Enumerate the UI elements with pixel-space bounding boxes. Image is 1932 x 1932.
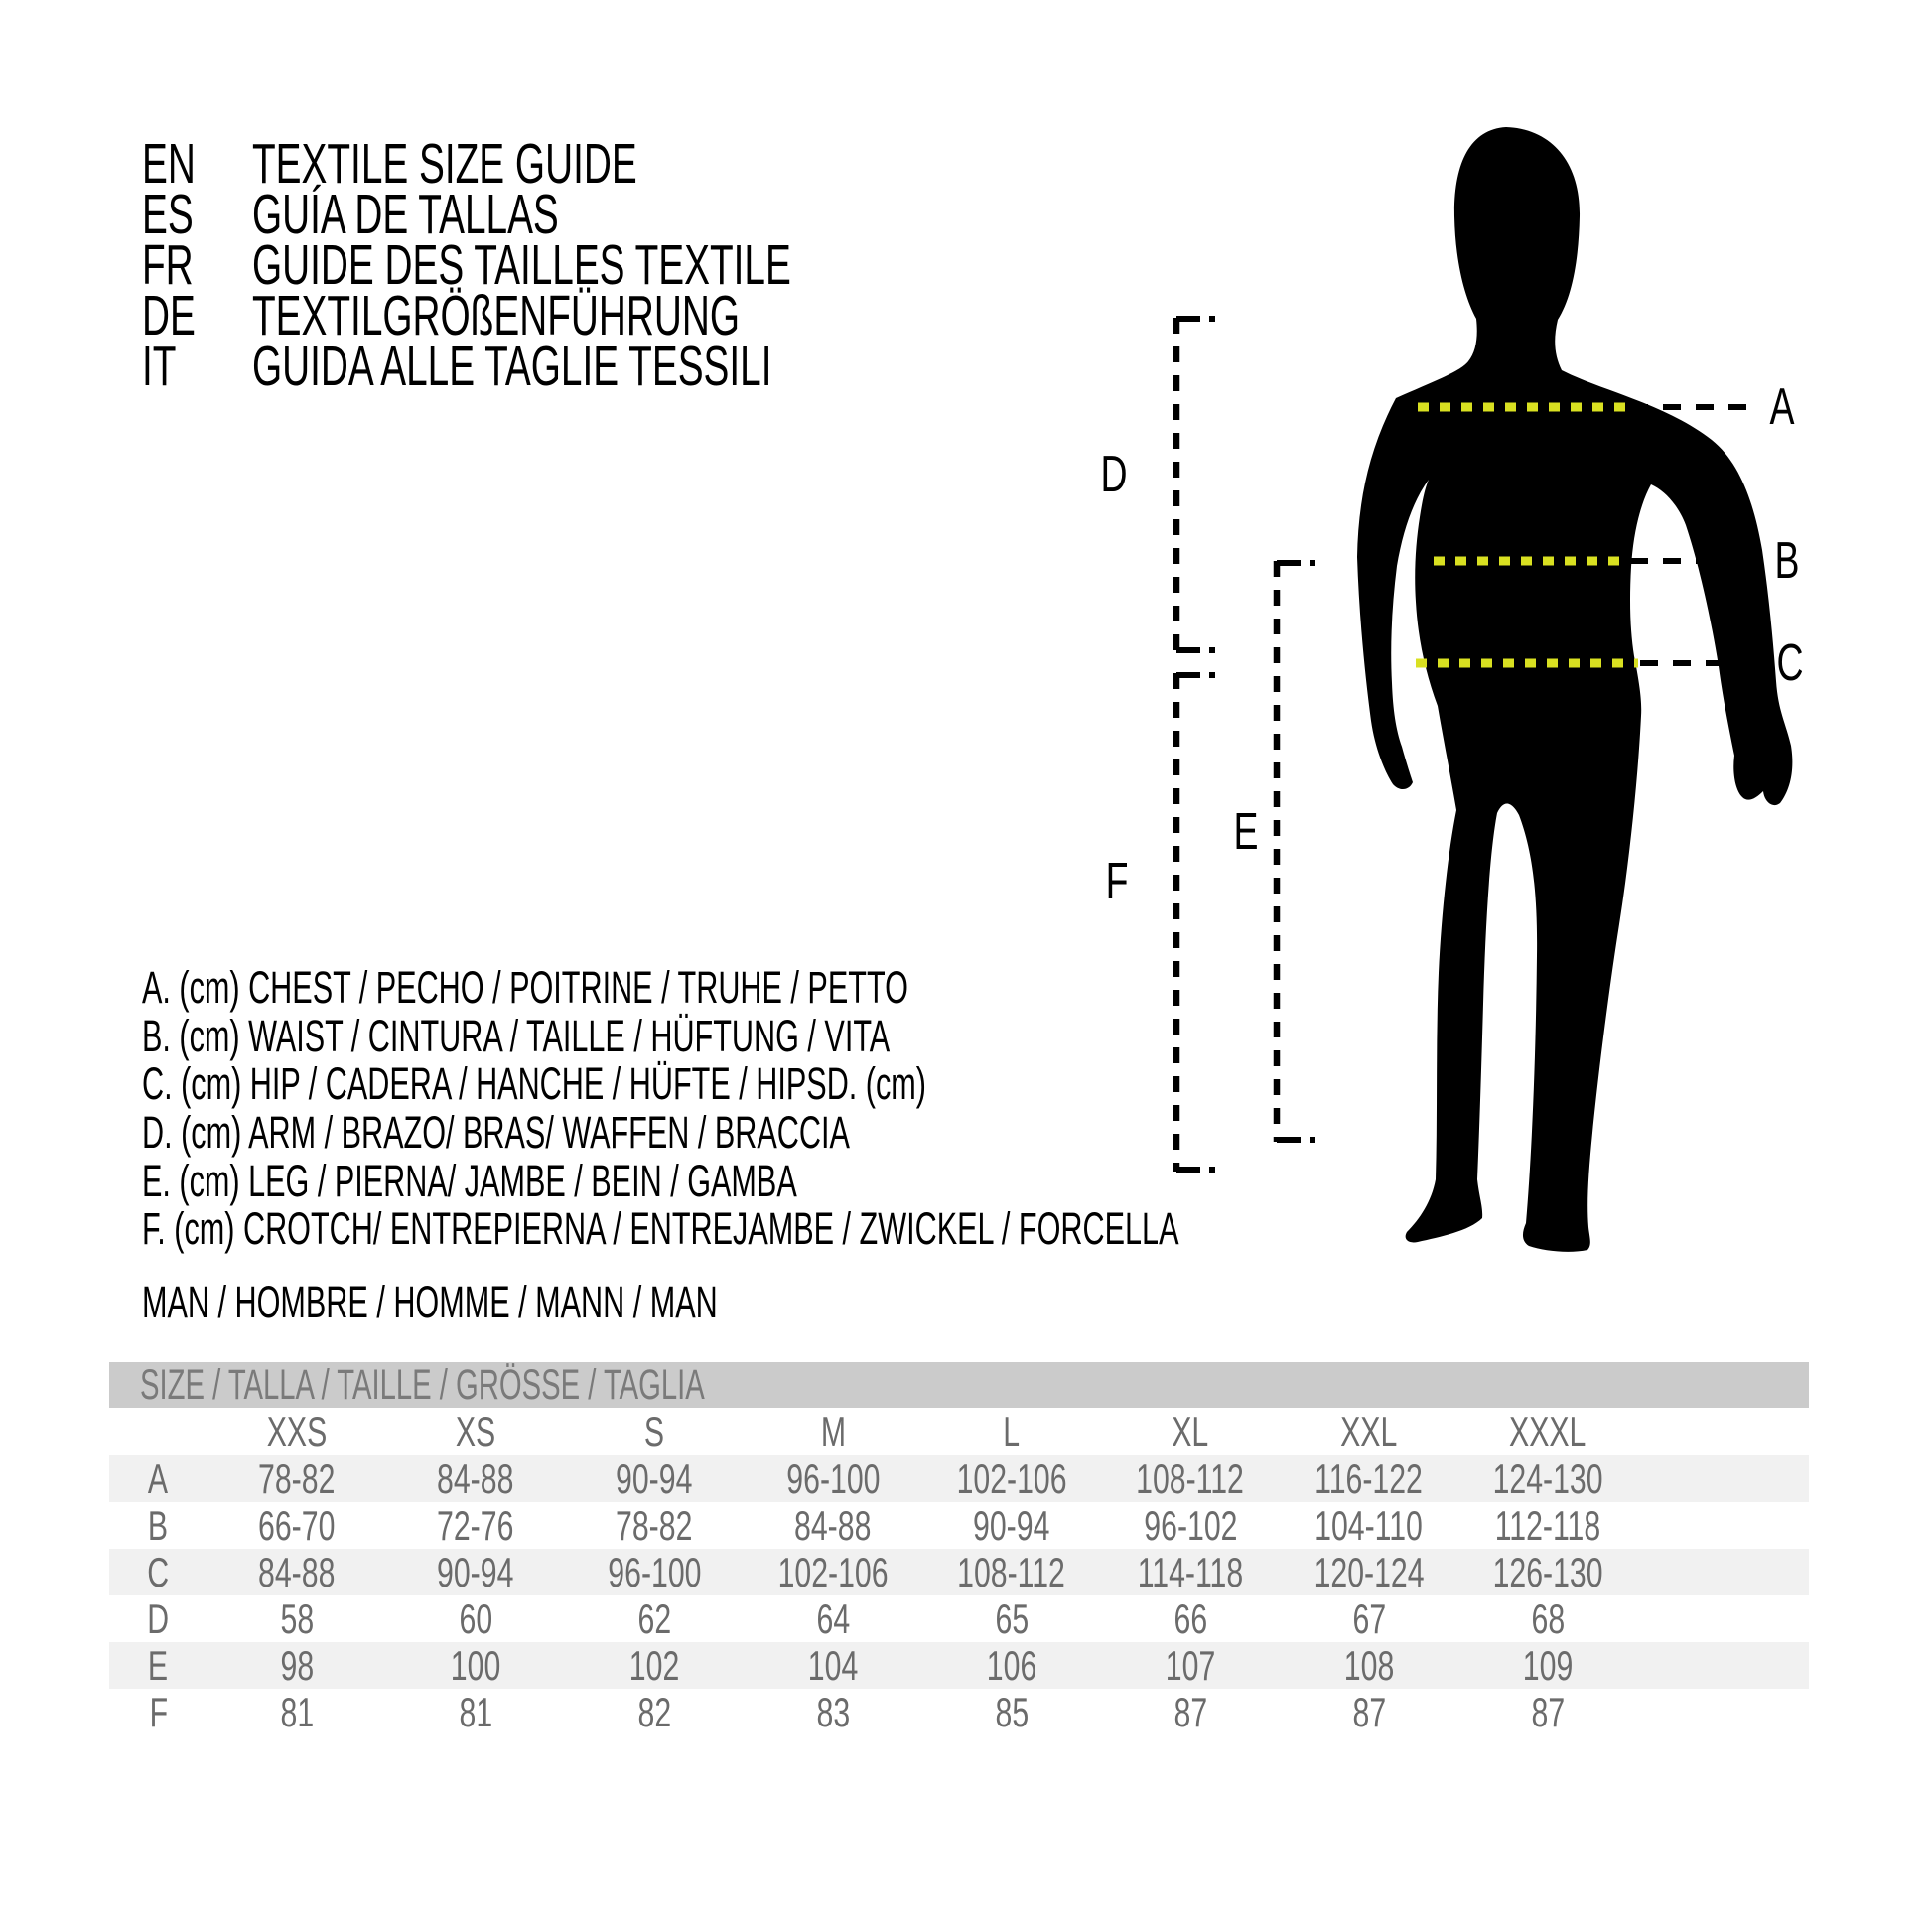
legend-text: F. (cm) CROTCH/ ENTREPIERNA / ENTREJAMBE / ZWICKEL / FORCELLA <box>142 1203 1179 1255</box>
cell-value <box>386 1642 565 1690</box>
cell-text: 90-94 <box>616 1455 693 1502</box>
cell-value <box>922 1689 1101 1736</box>
spacer-cell <box>109 1408 207 1455</box>
cell-text: 66-70 <box>258 1502 336 1549</box>
column-header <box>386 1408 565 1455</box>
cell-text: 66 <box>1173 1595 1207 1642</box>
filler-cell <box>1637 1502 1809 1550</box>
cell-text: 102 <box>628 1642 680 1689</box>
column-header <box>565 1408 744 1455</box>
table-row-chest <box>109 1455 1809 1502</box>
cell-value <box>565 1642 744 1690</box>
column-header-text: XXS <box>266 1408 328 1454</box>
gender-heading-text: MAN / HOMBRE / HOMME / MANN / MAN <box>142 1277 718 1327</box>
cell-text: 78-82 <box>258 1455 336 1502</box>
cell-text: 96-100 <box>785 1455 881 1502</box>
cell-text: 83 <box>816 1689 850 1735</box>
cell-value <box>1458 1455 1637 1503</box>
cell-value <box>922 1502 1101 1550</box>
cell-text: 72-76 <box>437 1502 514 1549</box>
cell-text: 124-130 <box>1492 1455 1603 1502</box>
legend-row-chest <box>142 964 1667 1013</box>
title-label-text: TEXTILE SIZE GUIDE <box>252 132 637 196</box>
hip-label: C <box>1776 634 1804 692</box>
cell-value <box>1458 1502 1637 1550</box>
cell-text: 102-106 <box>777 1549 889 1595</box>
language-code-text: EN <box>142 132 196 196</box>
row-label <box>109 1502 207 1550</box>
title-label-text: GUÍA DE TALLAS <box>252 183 559 246</box>
size-columns-row <box>109 1408 1809 1455</box>
cell-text: 108-112 <box>1136 1455 1245 1502</box>
cell-text: 104-110 <box>1314 1502 1424 1549</box>
row-label-text: F <box>149 1689 168 1735</box>
cell-text: 60 <box>459 1595 492 1642</box>
cell-value <box>1458 1642 1637 1690</box>
cell-value <box>744 1455 922 1503</box>
column-header <box>922 1408 1101 1455</box>
arm-label: D <box>1100 446 1128 503</box>
column-header-text: L <box>1003 1408 1021 1454</box>
cell-text: 87 <box>1352 1689 1386 1735</box>
cell-value <box>565 1595 744 1643</box>
cell-text: 100 <box>450 1642 501 1689</box>
filler-cell <box>1637 1642 1809 1690</box>
cell-text: 64 <box>816 1595 850 1642</box>
cell-value <box>386 1689 565 1736</box>
cell-value <box>386 1455 565 1503</box>
cell-text: 114-118 <box>1137 1549 1244 1595</box>
cell-value <box>744 1642 922 1690</box>
cell-value <box>922 1595 1101 1643</box>
cell-value <box>1101 1689 1280 1736</box>
cell-text: 78-82 <box>616 1502 693 1549</box>
cell-value <box>1101 1642 1280 1690</box>
cell-value <box>565 1502 744 1550</box>
legend-row-arm <box>142 1109 1667 1158</box>
column-header <box>207 1408 386 1455</box>
column-header <box>1458 1408 1637 1455</box>
language-title-block <box>142 132 1044 398</box>
cell-text: 104 <box>807 1642 859 1689</box>
cell-text: 85 <box>995 1689 1029 1735</box>
leg-label: E <box>1233 803 1259 861</box>
row-label <box>109 1689 207 1736</box>
row-label <box>109 1595 207 1643</box>
cell-text: 84-88 <box>258 1549 336 1595</box>
cell-value <box>922 1455 1101 1503</box>
cell-text: 84-88 <box>437 1455 514 1502</box>
cell-text: 81 <box>459 1689 492 1735</box>
legend-row-leg <box>142 1157 1667 1205</box>
cell-value <box>207 1595 386 1643</box>
measurement-legend <box>142 964 1667 1254</box>
cell-text: 98 <box>280 1642 314 1689</box>
size-table-header-bar <box>109 1362 1809 1408</box>
column-header <box>1280 1408 1458 1455</box>
table-row-hip <box>109 1549 1809 1595</box>
cell-text: 96-100 <box>607 1549 702 1595</box>
row-label-text: A <box>148 1455 169 1502</box>
cell-value <box>207 1502 386 1550</box>
cell-text: 90-94 <box>437 1549 514 1595</box>
cell-value <box>1458 1595 1637 1643</box>
cell-value <box>744 1502 922 1550</box>
cell-value <box>744 1549 922 1596</box>
cell-text: 107 <box>1165 1642 1216 1689</box>
language-code-text: ES <box>142 183 194 246</box>
row-label <box>109 1642 207 1690</box>
legend-row-waist <box>142 1010 1667 1061</box>
cell-text: 102-106 <box>956 1455 1067 1502</box>
crotch-label: F <box>1105 853 1129 910</box>
cell-value <box>207 1455 386 1503</box>
chest-label: A <box>1769 378 1795 436</box>
cell-value <box>1101 1549 1280 1596</box>
cell-value <box>565 1549 744 1596</box>
table-row-crotch <box>109 1689 1809 1735</box>
size-table <box>109 1362 1809 1735</box>
cell-text: 96-102 <box>1143 1502 1238 1549</box>
legend-text: E. (cm) LEG / PIERNA/ JAMBE / BEIN / GAMBA <box>142 1155 797 1206</box>
cell-text: 108-112 <box>957 1549 1066 1595</box>
cell-text: 126-130 <box>1492 1549 1603 1595</box>
cell-text: 116-122 <box>1314 1455 1424 1502</box>
cell-value <box>1280 1689 1458 1736</box>
title-label <box>252 335 1017 398</box>
cell-value <box>1101 1502 1280 1550</box>
size-table-header-text: SIZE / TALLA / TAILLE / GRÖSSE / TAGLIA <box>140 1360 705 1409</box>
cell-text: 68 <box>1531 1595 1565 1642</box>
cell-value <box>386 1549 565 1596</box>
cell-value <box>1101 1595 1280 1643</box>
row-label-text: E <box>148 1642 169 1689</box>
table-row-leg <box>109 1642 1809 1689</box>
table-row-arm <box>109 1595 1809 1642</box>
filler-cell <box>1637 1408 1809 1455</box>
cell-value <box>922 1549 1101 1596</box>
column-header-text: XXL <box>1340 1408 1398 1454</box>
legend-text: D. (cm) ARM / BRAZO/ BRAS/ WAFFEN / BRACCIA <box>142 1107 850 1159</box>
waist-label: B <box>1774 532 1800 590</box>
legend-row-crotch <box>142 1205 1667 1254</box>
cell-text: 65 <box>995 1595 1029 1642</box>
cell-value <box>565 1455 744 1503</box>
cell-text: 67 <box>1352 1595 1386 1642</box>
filler-cell <box>1637 1689 1809 1736</box>
cell-text: 90-94 <box>973 1502 1050 1549</box>
column-header-text: M <box>820 1408 846 1454</box>
cell-value <box>1101 1455 1280 1503</box>
legend-row-hip <box>142 1060 1667 1109</box>
column-header-text: XL <box>1172 1408 1209 1454</box>
cell-text: 109 <box>1522 1642 1574 1689</box>
language-code <box>142 335 252 398</box>
cell-text: 87 <box>1173 1689 1207 1735</box>
cell-text: 81 <box>280 1689 314 1735</box>
title-label-text: GUIDA ALLE TAGLIE TESSILI <box>252 335 772 398</box>
row-label <box>109 1549 207 1596</box>
filler-cell <box>1637 1455 1809 1503</box>
column-header <box>1101 1408 1280 1455</box>
row-label <box>109 1455 207 1503</box>
cell-value <box>1280 1642 1458 1690</box>
title-label-text: GUIDE DES TAILLES TEXTILE <box>252 233 791 297</box>
cell-text: 58 <box>280 1595 314 1642</box>
legend-text: C. (cm) HIP / CADERA / HANCHE / HÜFTE / HIPSD. (cm) <box>142 1058 926 1110</box>
column-header-text: S <box>643 1408 665 1454</box>
column-header <box>744 1408 922 1455</box>
cell-value <box>744 1689 922 1736</box>
cell-text: 106 <box>986 1642 1037 1689</box>
filler-cell <box>1637 1595 1809 1643</box>
gender-heading <box>142 1279 989 1326</box>
cell-text: 87 <box>1531 1689 1565 1735</box>
column-header-text: XS <box>455 1408 496 1454</box>
cell-text: 84-88 <box>794 1502 872 1549</box>
legend-text: A. (cm) CHEST / PECHO / POITRINE / TRUHE / PETTO <box>142 962 908 1014</box>
cell-value <box>922 1642 1101 1690</box>
row-label-text: D <box>147 1595 170 1642</box>
cell-value <box>1458 1549 1637 1596</box>
cell-value <box>1280 1549 1458 1596</box>
cell-value <box>565 1689 744 1736</box>
cell-value <box>1280 1455 1458 1503</box>
cell-value <box>207 1642 386 1690</box>
table-row-waist <box>109 1502 1809 1549</box>
cell-value <box>744 1595 922 1643</box>
cell-value <box>1280 1595 1458 1643</box>
filler-cell <box>1637 1549 1809 1596</box>
title-label-text: TEXTILGRÖßENFÜHRUNG <box>252 284 740 347</box>
title-row-it <box>142 335 1044 398</box>
row-label-text: C <box>147 1549 170 1595</box>
cell-text: 120-124 <box>1313 1549 1425 1595</box>
cell-text: 82 <box>637 1689 671 1735</box>
language-code-text: IT <box>142 335 177 398</box>
cell-value <box>207 1689 386 1736</box>
cell-text: 112-118 <box>1494 1502 1601 1549</box>
cell-text: 62 <box>637 1595 671 1642</box>
cell-text: 108 <box>1343 1642 1395 1689</box>
cell-value <box>386 1595 565 1643</box>
cell-value <box>386 1502 565 1550</box>
cell-value <box>1458 1689 1637 1736</box>
row-label-text: B <box>148 1502 169 1549</box>
language-code-text: DE <box>142 284 196 347</box>
legend-text: B. (cm) WAIST / CINTURA / TAILLE / HÜFTUNG / VITA <box>142 1010 891 1061</box>
language-code-text: FR <box>142 233 194 297</box>
cell-value <box>207 1549 386 1596</box>
column-header-text: XXXL <box>1509 1408 1587 1454</box>
cell-value <box>1280 1502 1458 1550</box>
